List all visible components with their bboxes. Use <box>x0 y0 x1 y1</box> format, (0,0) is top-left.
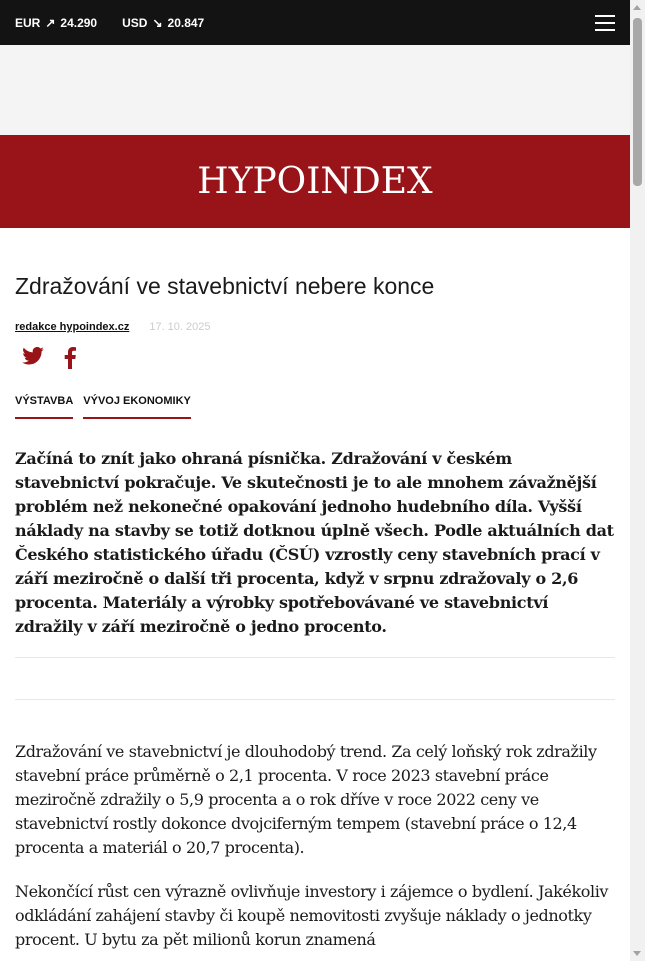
usd-value: 20.847 <box>167 15 205 30</box>
divider <box>15 658 615 700</box>
article-title: Zdražování ve stavebnictví nebere konce <box>15 273 435 299</box>
ad-space <box>0 45 630 135</box>
arrow-up-right-icon: ↗ <box>45 15 56 30</box>
publish-date: 17. 10. 2025 <box>149 321 211 333</box>
hamburger-menu-icon[interactable] <box>595 15 615 31</box>
scroll-up-icon[interactable] <box>633 5 641 10</box>
article <box>0 271 630 952</box>
eur-label: EUR <box>15 15 41 30</box>
facebook-icon[interactable] <box>64 347 76 369</box>
usd-label: USD <box>122 15 148 30</box>
eur-rate <box>15 16 102 30</box>
logo-text: HYPOINDEX <box>197 161 433 202</box>
usd-rate <box>122 16 209 30</box>
logo[interactable] <box>0 135 630 228</box>
scrollbar[interactable] <box>630 0 645 961</box>
scrollbar-thumb[interactable] <box>633 18 642 186</box>
article-meta <box>15 321 615 333</box>
tag-vyvoj-ekonomiky[interactable]: VÝVOJ EKONOMIKY <box>83 395 191 419</box>
currency-bar <box>0 0 630 45</box>
scroll-down-icon[interactable] <box>633 951 641 956</box>
tag-vystavba[interactable]: VÝSTAVBA <box>15 395 73 419</box>
eur-value: 24.290 <box>60 15 98 30</box>
share-buttons <box>15 347 615 369</box>
twitter-icon[interactable] <box>22 347 44 365</box>
article-paragraph: Nekončící růst cen výrazně ovlivňuje investory i zájemce o bydlení. Jakékoliv odkládání zahájení stavby či koupě nemovitosti zvyšuje náklady o jednotky procent. U bytu za pět milionů korun znamená <box>15 882 609 949</box>
article-paragraph: Zdražování ve stavebnictví je dlouhodobý trend. Za celý loňský rok zdražily stavební práce průměrně o 2,1 procenta. V roce 2023 stavební práce meziročně zdražily o 5,9 procenta a o rok dříve v roce 2022 ceny ve stavebnictví rostly dokonce dvojciferným tempem (stavební práce o 12,4 procenta a materiál o 20,7 procenta). <box>15 742 597 857</box>
tag-list <box>15 395 615 419</box>
article-lead: Začíná to znít jako ohraná písnička. Zdražování v českém stavebnictví pokračuje. Ve skutečnosti je to ale mnohem závažnější problém než nekonečné opakování jednoho hudebního díla. Vyšší náklady na stavby se totiž dotknou úplně všech. Podle aktuálních dat Českého statistického úřadu (ČSÚ) vzrostly ceny stavebních prací v září meziročně o další tři procenta, když v srpnu zdražovaly o 2,6 procenta. Materiály a výrobky spotřebovávané ve stavebnictví zdražily v září meziročně o jedno procento. <box>15 447 615 658</box>
author-link[interactable]: redakce hypoindex.cz <box>15 321 130 333</box>
arrow-down-right-icon: ↘ <box>152 15 163 30</box>
